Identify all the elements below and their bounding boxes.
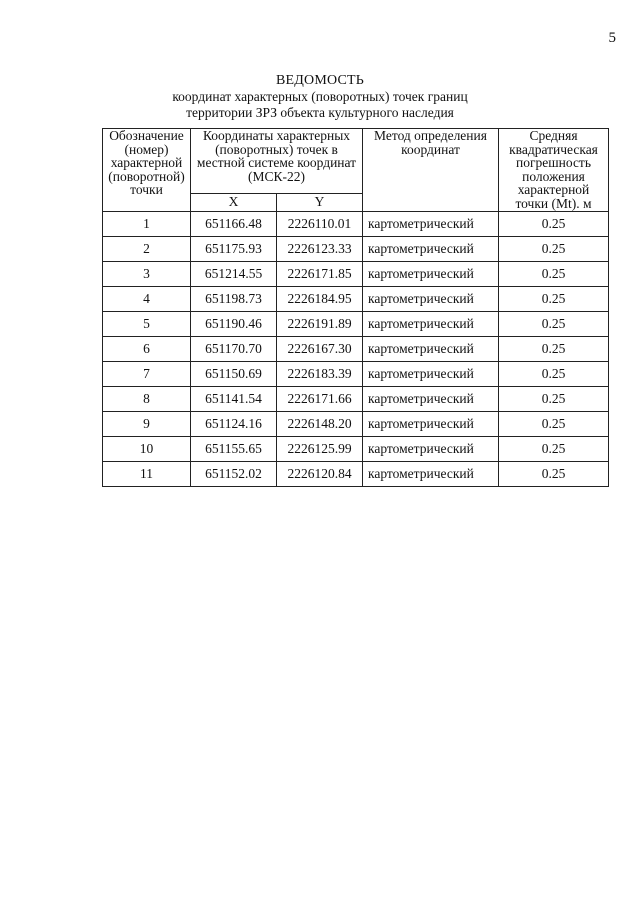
cell-x: 651124.16 bbox=[191, 411, 277, 436]
cell-error: 0.25 bbox=[499, 436, 609, 461]
cell-x: 651175.93 bbox=[191, 236, 277, 261]
cell-y: 2226110.01 bbox=[277, 211, 363, 236]
cell-error: 0.25 bbox=[499, 236, 609, 261]
cell-y: 2226167.30 bbox=[277, 336, 363, 361]
header-coordinates: Координаты характерных (поворотных) точек в местной системе координат (МСК-22) bbox=[191, 129, 363, 194]
cell-method: картометрический bbox=[363, 336, 499, 361]
cell-x: 651198.73 bbox=[191, 286, 277, 311]
header-x: X bbox=[191, 193, 277, 211]
cell-point-number: 8 bbox=[103, 386, 191, 411]
cell-error: 0.25 bbox=[499, 386, 609, 411]
cell-x: 651166.48 bbox=[191, 211, 277, 236]
table-row bbox=[103, 361, 609, 386]
table-row bbox=[103, 436, 609, 461]
cell-method: картометрический bbox=[363, 311, 499, 336]
document-subtitle-line-1: координат характерных (поворотных) точек границ bbox=[172, 89, 468, 104]
cell-method: картометрический bbox=[363, 361, 499, 386]
header-method: Метод определения координат bbox=[363, 129, 499, 212]
cell-point-number: 7 bbox=[103, 361, 191, 386]
cell-method: картометрический bbox=[363, 436, 499, 461]
cell-point-number: 2 bbox=[103, 236, 191, 261]
table-body bbox=[103, 211, 609, 486]
cell-point-number: 11 bbox=[103, 461, 191, 486]
cell-x: 651155.65 bbox=[191, 436, 277, 461]
cell-y: 2226171.66 bbox=[277, 386, 363, 411]
cell-x: 651170.70 bbox=[191, 336, 277, 361]
cell-method: картометрический bbox=[363, 286, 499, 311]
cell-point-number: 5 bbox=[103, 311, 191, 336]
cell-y: 2226183.39 bbox=[277, 361, 363, 386]
document-subtitle-line-2: территории ЗРЗ объекта культурного наследия bbox=[186, 105, 454, 120]
document-title: ВЕДОМОСТЬ bbox=[275, 73, 364, 88]
header-error: Средняя квадратическая погрешность положения характерной точки (Mt). м bbox=[499, 129, 609, 212]
header-y: Y bbox=[277, 193, 363, 211]
cell-method: картометрический bbox=[363, 261, 499, 286]
cell-x: 651152.02 bbox=[191, 461, 277, 486]
cell-y: 2226148.20 bbox=[277, 411, 363, 436]
table-row bbox=[103, 211, 609, 236]
cell-y: 2226191.89 bbox=[277, 311, 363, 336]
table-row bbox=[103, 261, 609, 286]
cell-x: 651190.46 bbox=[191, 311, 277, 336]
cell-method: картометрический bbox=[363, 411, 499, 436]
cell-method: картометрический bbox=[363, 236, 499, 261]
cell-error: 0.25 bbox=[499, 286, 609, 311]
cell-point-number: 9 bbox=[103, 411, 191, 436]
cell-point-number: 1 bbox=[103, 211, 191, 236]
table-row bbox=[103, 336, 609, 361]
cell-method: картометрический bbox=[363, 211, 499, 236]
cell-point-number: 10 bbox=[103, 436, 191, 461]
document-heading bbox=[0, 72, 640, 121]
header-designation: Обозначение (номер) характерной (поворотной) точки bbox=[103, 129, 191, 212]
table-row bbox=[103, 461, 609, 486]
coordinates-table bbox=[102, 128, 609, 487]
table-row bbox=[103, 411, 609, 436]
cell-error: 0.25 bbox=[499, 311, 609, 336]
page-number: 5 bbox=[608, 30, 616, 46]
cell-x: 651141.54 bbox=[191, 386, 277, 411]
cell-y: 2226171.85 bbox=[277, 261, 363, 286]
cell-y: 2226184.95 bbox=[277, 286, 363, 311]
cell-method: картометрический bbox=[363, 461, 499, 486]
cell-point-number: 4 bbox=[103, 286, 191, 311]
cell-error: 0.25 bbox=[499, 211, 609, 236]
cell-x: 651150.69 bbox=[191, 361, 277, 386]
cell-error: 0.25 bbox=[499, 261, 609, 286]
cell-point-number: 6 bbox=[103, 336, 191, 361]
cell-error: 0.25 bbox=[499, 461, 609, 486]
cell-y: 2226123.33 bbox=[277, 236, 363, 261]
table-row bbox=[103, 311, 609, 336]
table-row bbox=[103, 286, 609, 311]
table-row bbox=[103, 386, 609, 411]
cell-y: 2226120.84 bbox=[277, 461, 363, 486]
cell-point-number: 3 bbox=[103, 261, 191, 286]
cell-method: картометрический bbox=[363, 386, 499, 411]
cell-y: 2226125.99 bbox=[277, 436, 363, 461]
cell-error: 0.25 bbox=[499, 411, 609, 436]
table-row bbox=[103, 236, 609, 261]
cell-x: 651214.55 bbox=[191, 261, 277, 286]
cell-error: 0.25 bbox=[499, 336, 609, 361]
cell-error: 0.25 bbox=[499, 361, 609, 386]
